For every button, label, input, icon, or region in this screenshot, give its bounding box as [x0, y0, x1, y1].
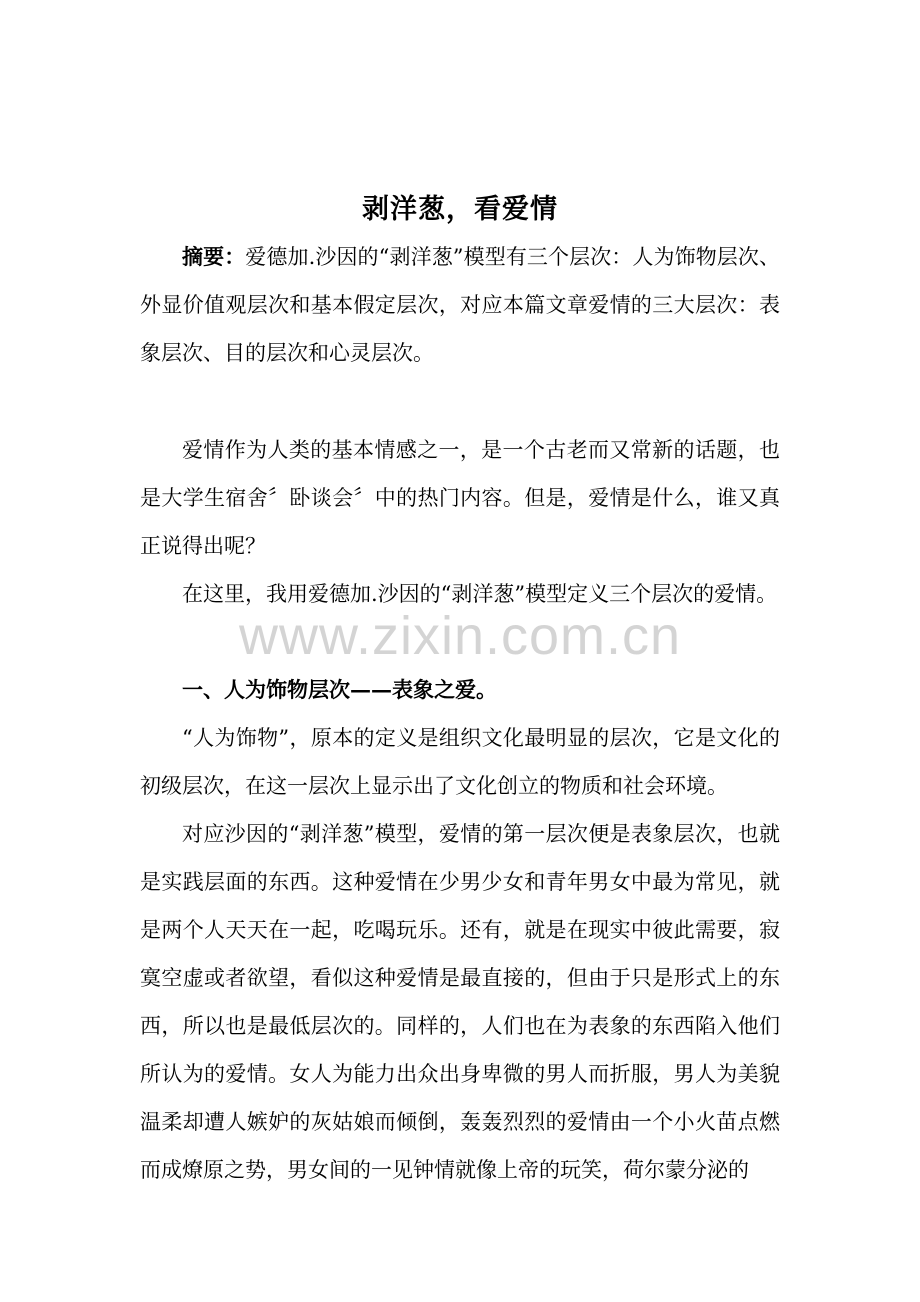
body-paragraph-4: 对应沙因的“剥洋葱”模型，爱情的第一层次便是表象层次，也就是实践层面的东西。这种爱情在少男少女和青年男女中最为常见，就是两个人天天在一起，吃喝玩乐。还有，就是在现实中彼此需要，寂寞空虚或者欲望，看似这种爱情是最直接的，但由于只是形式上的东西，所以也是最低层次的。同样的，人们也在为表象的东西陷入他们所认为的爱情。女人为能力出众出身卑微的男人而折服，男人为美貌温柔却遭人嫉妒的灰姑娘而倾倒，轰轰烈烈的爱情由一个小火苗点燃而成燎原之势，男女间的一见钟情就像上帝的玩笑，荷尔蒙分泌的	[140, 822, 780, 1182]
watermark: www.zixin.com.cn	[238, 606, 682, 666]
abstract-paragraph	[140, 233, 780, 377]
section-heading-1: 一、人为饰物层次——表象之爱。	[182, 677, 497, 702]
document-title: 剥洋葱，看爱情	[362, 194, 558, 225]
abstract-label: 摘要：	[182, 244, 246, 269]
body-paragraph-1: 爱情作为人类的基本情感之一，是一个古老而又常新的话题，也是大学生宿舍〞卧谈会〞中的热门内容。但是，爱情是什么，谁又真正说得出呢？	[140, 438, 780, 558]
abstract-text: 爱德加.沙因的“剥洋葱”模型有三个层次：人为饰物层次、外显价值观层次和基本假定层次，对应本篇文章爱情的三大层次：表象层次、目的层次和心灵层次。	[140, 245, 780, 365]
body-paragraph-2: 在这里，我用爱德加.沙因的“剥洋葱”模型定义三个层次的爱情。	[182, 582, 778, 606]
body-paragraph-3: “人为饰物”，原本的定义是组织文化最明显的层次，它是文化的初级层次，在这一层次上显示出了文化创立的物质和社会环境。	[140, 726, 780, 798]
